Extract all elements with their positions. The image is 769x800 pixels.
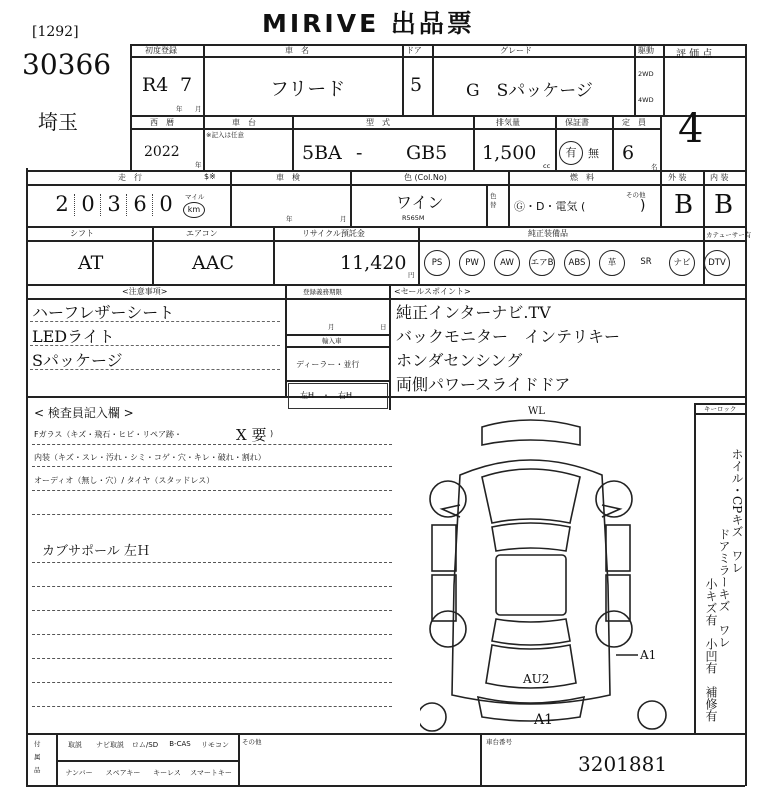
grade-label: グレード [500,46,532,55]
digit-separator [126,194,127,216]
note-rule [30,345,280,346]
aircon-label: エアコン [186,229,218,238]
inspector-line-1-mark: X 要 [236,426,267,444]
sales-point: 両側パワースライドドア [396,375,571,394]
displacement-label: 排気量 [496,118,520,127]
side-notes [697,418,743,732]
color-change-label: 色替 [490,192,497,209]
mileage-label: 走 行 [118,173,142,182]
accessory-label: 付属品 [34,740,41,774]
car-name-label: 車 名 [285,46,309,55]
dashed-line [32,682,392,683]
grid-line [203,44,205,115]
key-label: カテューサー有 [706,231,752,239]
grid-line [634,44,636,115]
drive-label: 駆動 [638,46,654,55]
inspector-line-2: 内装（キズ・スレ・汚れ・シミ・コゲ・穴・キレ・破れ・割れ） [34,453,266,462]
grid-line [555,115,557,170]
warranty-label: 保証書 [565,118,589,127]
accessory-item: ロム/SD [131,741,159,749]
grid-line [432,44,434,115]
car-damage-diagram [420,405,690,735]
mileage-digit: 6 [133,192,147,216]
sales-list [394,300,742,396]
equipment-item: 革 [599,250,625,276]
grid-line [56,760,238,762]
mileage-digit: 3 [107,192,121,216]
drive-2wd: 2WD [638,70,654,78]
document-title: MIRIVE 出品票 [262,9,475,38]
grid-line [418,226,420,284]
first-reg-month: 7 [180,74,193,96]
inspector-line-3: オーディオ（無し・穴）/ タイヤ（スタッドレス） [34,476,215,485]
mileage-unit-circle: km [183,202,205,218]
chassis-number-value: 3201881 [578,752,668,776]
accessory-bottom-row [58,766,236,782]
accessory-item: キーレス [153,769,181,777]
dashed-line [32,610,392,611]
chassis-note: ※記入は任意 [206,131,244,139]
grid-line [660,170,662,226]
side-note: ホイル・CPキズ ワレ [730,448,744,574]
dealer-label: ディーラー・並行 [296,360,360,369]
grid-line [273,226,275,284]
grid-line [612,115,614,170]
fuel-label: 燃 料 [570,173,594,182]
accessory-item: ナビ取説 [96,741,124,749]
digit-separator [100,194,101,216]
car-name-value: フリード [270,78,346,100]
equipment-label: 純正装備品 [528,229,568,238]
equipment-item: AW [494,250,520,276]
door-value: 5 [410,74,423,96]
note-item: ハーフレザーシート [32,303,175,322]
sales-point: ホンダセンシング [396,351,523,370]
dashed-line [32,490,392,491]
note-item: LEDライト [32,327,115,346]
digit-separator [74,194,75,216]
first-reg-era: R4 [142,74,169,96]
grid-line [486,184,488,226]
mileage-digits [52,190,182,220]
grid-line [473,115,475,170]
inspection-year-unit: 年 [286,215,293,223]
notes-label: <注意事項> [122,287,168,296]
accessory-item: スマートキー [190,769,232,777]
notes-list [30,300,282,394]
sales-point: 純正インターナビ.TV [396,303,551,322]
grid-line [26,240,745,242]
capacity-value: 6 [622,142,635,164]
inspector-label: < 検査員記入欄 > [34,406,134,420]
shift-value: AT [78,252,104,274]
accessory-item: スペアキー [105,769,141,777]
grid-line [292,115,294,170]
damage-mark-au2: AU2 [523,672,550,686]
dashed-line [32,514,392,515]
grid-line [238,733,240,785]
first-reg-label: 初度登録 [145,46,177,55]
grid-line [508,170,510,226]
shift-label: シフト [70,229,94,238]
dashed-line [32,586,392,587]
recycle-value: 11,420 [340,252,407,274]
grid-line [203,115,205,170]
frame-line [130,44,132,170]
inspector-line-1-close: ) [270,429,274,438]
mileage-digit: 0 [81,192,95,216]
grid-line [26,733,745,735]
aircon-value: AAC [192,252,234,274]
accessory-item: ナンバー [65,769,93,777]
capacity-unit: 名 [651,163,658,171]
grid-line [26,226,745,228]
inspector-handwritten-note: カブサポール 左Ｈ [42,544,150,559]
dashed-line [32,466,392,467]
door-label: ドア [406,46,422,55]
year-unit: 年 [176,105,183,113]
interior-label: 内 装 [710,173,729,182]
chassis-number-label: 車台番号 [486,738,512,746]
mileage-mile: マイル [185,193,205,201]
note-item: Sパッケージ [32,351,123,370]
damage-mark-a1-bottom: A1 [534,712,554,728]
displacement-unit: cc [543,162,551,170]
reference-number: [1292] [32,24,79,40]
displacement-value: 1,500 [482,142,537,164]
side-note: 小キズ有 小凹有 補修有 [704,578,718,722]
frame-line [26,396,28,786]
grid-line [130,56,745,58]
key-lock-label: キーロック [704,405,737,413]
equipment-item: PW [459,250,485,276]
interior-value: B [714,190,734,220]
recycle-unit: 円 [408,271,415,279]
western-year-value: 2022 [144,144,180,160]
equipment-items [424,248,742,278]
equipment-item: PS [424,250,450,276]
lot-number: 30366 [22,48,112,81]
accessory-item: B-CAS [169,740,191,748]
recycle-label: リサイクル預託金 [302,229,365,238]
mileage-digit: 0 [159,192,173,216]
grid-line [350,170,352,226]
inspection-month-unit: 月 [340,215,347,223]
equipment-item: SR [640,257,652,267]
equipment-item: エアB [529,250,555,276]
dashed-line [32,658,392,659]
warranty-no: 無 [588,147,599,160]
dashed-line [32,562,392,563]
score-value: 4 [678,106,704,152]
chassis-label: 車 台 [232,118,256,127]
type-separator: - [356,142,363,164]
grid-line [694,413,745,415]
fuel-close: ) [640,198,646,214]
import-label: 輸入車 [322,337,342,345]
dashed-line [32,634,392,635]
grid-line [663,44,665,115]
accessory-item: 取説 [68,741,82,749]
type-label: 型 式 [366,118,390,127]
accessory-top-row [58,738,236,756]
grid-line [130,115,745,117]
dashed-line [32,444,392,445]
warranty-yes-circle: 有 [559,141,583,165]
digit-separator [152,194,153,216]
fuel-other: その他 [626,191,646,199]
damage-mark-a1-right: A1 [640,648,657,662]
color-code: R565M [402,214,425,222]
grid-line [285,380,389,382]
score-label: 評 価 点 [676,49,713,60]
meter-label: $※ [204,172,216,181]
type-value-2: GB5 [406,142,448,164]
equipment-item: DTV [704,250,730,276]
year-unit-2: 年 [195,161,202,169]
fuel-options: Ⓖ・D・電気 ( [514,200,586,213]
grid-line [480,733,482,785]
grid-line [230,170,232,226]
note-rule [30,321,280,322]
grid-line [285,346,389,348]
exterior-value: B [674,190,694,220]
grid-line [152,226,154,284]
other-label: その他 [242,738,262,746]
registration-label: 登録義務期限 [303,288,342,296]
frame-line [26,168,28,396]
equipment-item: ナビ [669,250,695,276]
mileage-digit: 2 [55,192,69,216]
frame-line [26,785,745,787]
color-label: 色 (Col.No) [404,173,447,182]
grid-line [694,403,696,733]
side-note: ドアミラーキズ ワレ [717,528,731,648]
sales-label: <セールスポイント> [394,287,471,296]
diagram-top-note: WL [528,406,545,417]
registration-month-unit: 月 [328,323,335,331]
note-rule [30,369,280,370]
western-year-label: 西 暦 [150,118,174,127]
grid-line [660,115,662,170]
grid-line [703,170,705,226]
drive-4wd: 4WD [638,96,654,104]
grid-line [26,184,745,186]
region: 埼玉 [38,110,78,134]
frame-line [745,44,747,786]
color-value: ワイン [396,193,444,212]
capacity-label: 定 員 [622,118,646,127]
month-unit: 月 [195,105,202,113]
inspector-line-1: Fガラス（キズ・飛石・ヒビ・リペア跡・ [34,430,183,439]
registration-day-unit: 日 [380,323,387,331]
sales-point: バックモニター インテリキー [396,327,621,346]
grade-value: G Sパッケージ [466,81,593,101]
steering-label: 左H ・ 右H [300,391,353,400]
accessory-item: リモコン [201,741,229,749]
exterior-label: 外 装 [668,173,687,182]
type-value-1: 5BA [302,142,342,164]
dashed-line [32,706,392,707]
grid-line [389,284,391,410]
grid-line [402,44,404,115]
equipment-item: ABS [564,250,590,276]
inspection-label: 車 検 [276,173,300,182]
